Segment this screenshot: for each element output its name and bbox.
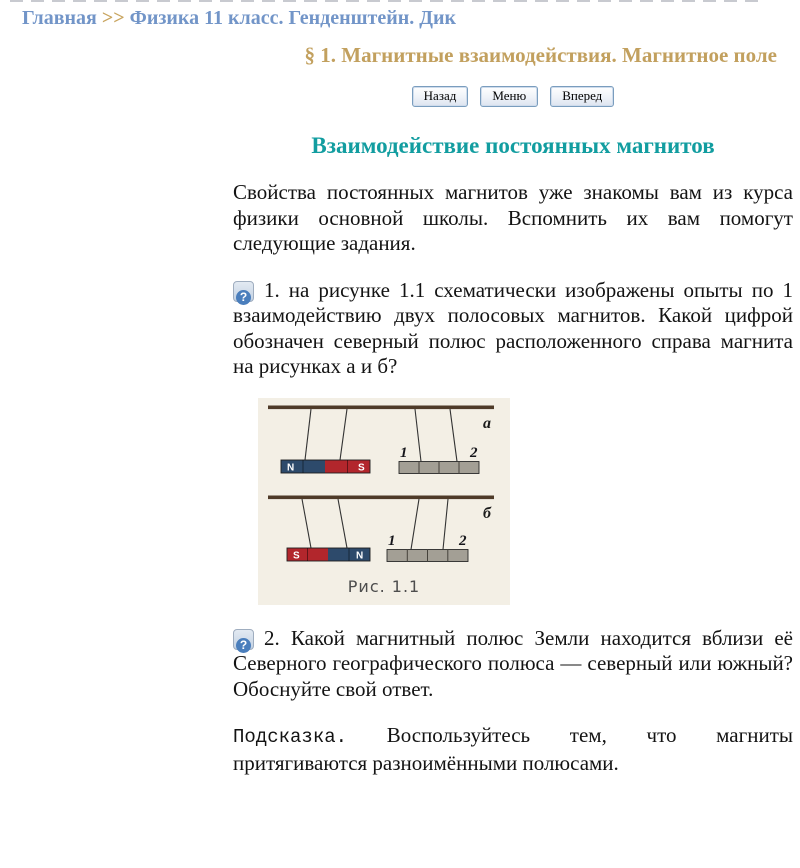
hint-paragraph <box>233 723 793 776</box>
pole-label-s: S <box>293 550 300 561</box>
figure-background <box>258 398 510 605</box>
support-rod-a <box>268 405 494 409</box>
question-mark-icon <box>233 281 254 302</box>
support-rod-b <box>268 495 494 499</box>
forward-button[interactable]: Вперед <box>550 86 614 107</box>
question-2 <box>233 626 793 703</box>
figure-caption: Рис. 1.1 <box>347 576 421 596</box>
nav-button-row <box>233 86 793 107</box>
figure-1-1 <box>258 398 793 605</box>
end-label-2a: 2 <box>470 444 478 461</box>
breadcrumb-current: Физика 11 класс. Генденштейн. Дик <box>129 7 457 29</box>
question-1 <box>233 278 793 380</box>
breadcrumb <box>0 2 800 30</box>
intro-paragraph: Свойства постоянных магнитов уже знакомы вам из курса физики основной школы. Вспомнить их вам помогут следующие задания. <box>233 180 793 255</box>
magnets-experiment-image <box>258 398 510 605</box>
question-1-text: 1. на рисунке 1.1 схематически изображены опыты по 1 взаимодействию двух полосовых магнитов. Какой цифрой обозначен северный полюс расположенного справа магнита на рисунках а и б? <box>233 277 793 378</box>
pole-label-n: N <box>356 550 364 561</box>
question-mark-glyph: ? <box>236 638 251 653</box>
main-content <box>233 86 793 776</box>
end-label-1b: 1 <box>388 532 396 549</box>
question-2-text: 2. Какой магнитный полюс Земли находится вблизи её Северного географического полюса — северный или южный? Обоснуйте свой ответ. <box>233 625 793 701</box>
menu-button[interactable]: Меню <box>480 86 538 107</box>
back-button[interactable]: Назад <box>412 86 469 107</box>
pole-label-n: N <box>287 462 295 473</box>
question-mark-icon <box>233 629 254 650</box>
end-label-2b: 2 <box>459 532 467 549</box>
breadcrumb-home-link[interactable]: Главная <box>22 7 97 29</box>
pole-label-s: S <box>358 462 365 473</box>
end-label-1a: 1 <box>400 444 408 461</box>
hint-text: Воспользуйтесь тем, что магниты притягиваются разноимёнными полюсами. <box>233 723 793 775</box>
breadcrumb-separator: >> <box>101 7 125 29</box>
panel-a-label: а <box>483 414 491 432</box>
article-heading: Взаимодействие постоянных магнитов <box>311 133 715 158</box>
section-title: § 1. Магнитные взаимодействия. Магнитное поле <box>304 43 777 67</box>
panel-b-label: б <box>483 504 491 522</box>
question-mark-glyph: ? <box>236 290 251 305</box>
hint-label: Подсказка. <box>233 726 348 748</box>
